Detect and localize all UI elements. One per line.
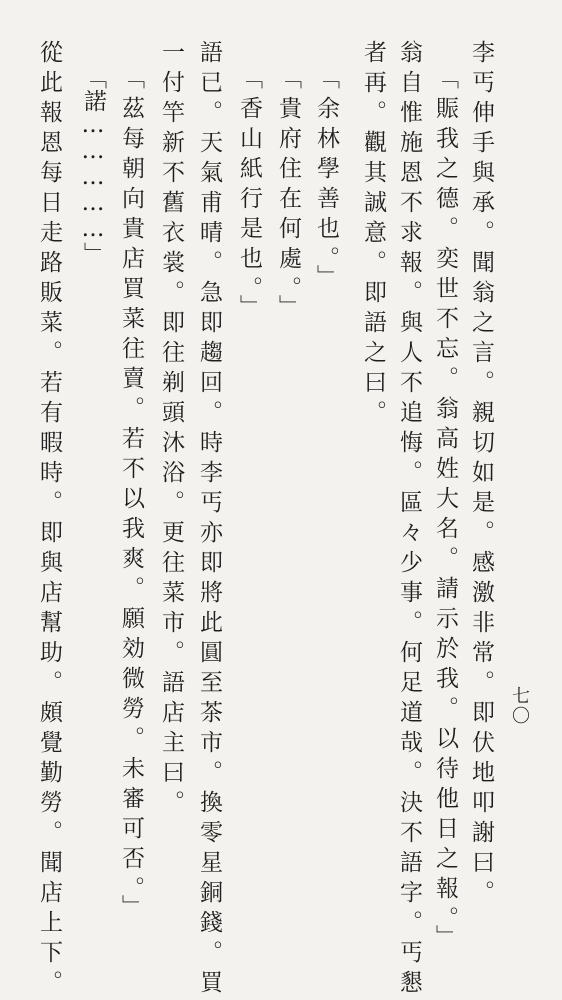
text-column-3: 翁自惟施恩不求報。與人不追悔。區々少事。何足道哉。決不語字。丐懇 [396, 40, 422, 1000]
text-column-11: 「諾……………」 [80, 66, 106, 265]
text-column-9: 一付竿新不舊衣裳。即往剃頭沐浴。更往菜市。語店主曰。 [158, 40, 184, 820]
text-column-2: 「賑我之德。奕世不忘。翁高姓大名。請示於我。以待他日之報。」 [432, 66, 458, 955]
text-column-7: 「香山紙行是也。」 [236, 66, 262, 325]
text-column-1: 李丐伸手與承。聞翁之言。親切如是。感激非常。即伏地叩謝曰。 [468, 40, 494, 910]
text-column-10: 「茲每朝向貴店買菜往賣。若不以我爽。願効微勞。未審可否。」 [118, 66, 144, 925]
page-number: 七〇 [509, 686, 530, 726]
text-column-4: 者再。觀其誠意。即語之曰。 [360, 40, 386, 430]
text-column-5: 「余林學善也。」 [313, 66, 339, 295]
text-column-12: 從此報恩每日走路販菜。若有暇時。即與店幫助。頗覺勤勞。聞店上下。 [36, 40, 62, 1000]
text-column-8: 語已。天氣甫晴。急即趨回。時李丐亦即將此圓至茶市。換零星銅錢。買 [196, 40, 222, 1000]
text-column-6: 「貴府住在何處。」 [275, 66, 301, 325]
